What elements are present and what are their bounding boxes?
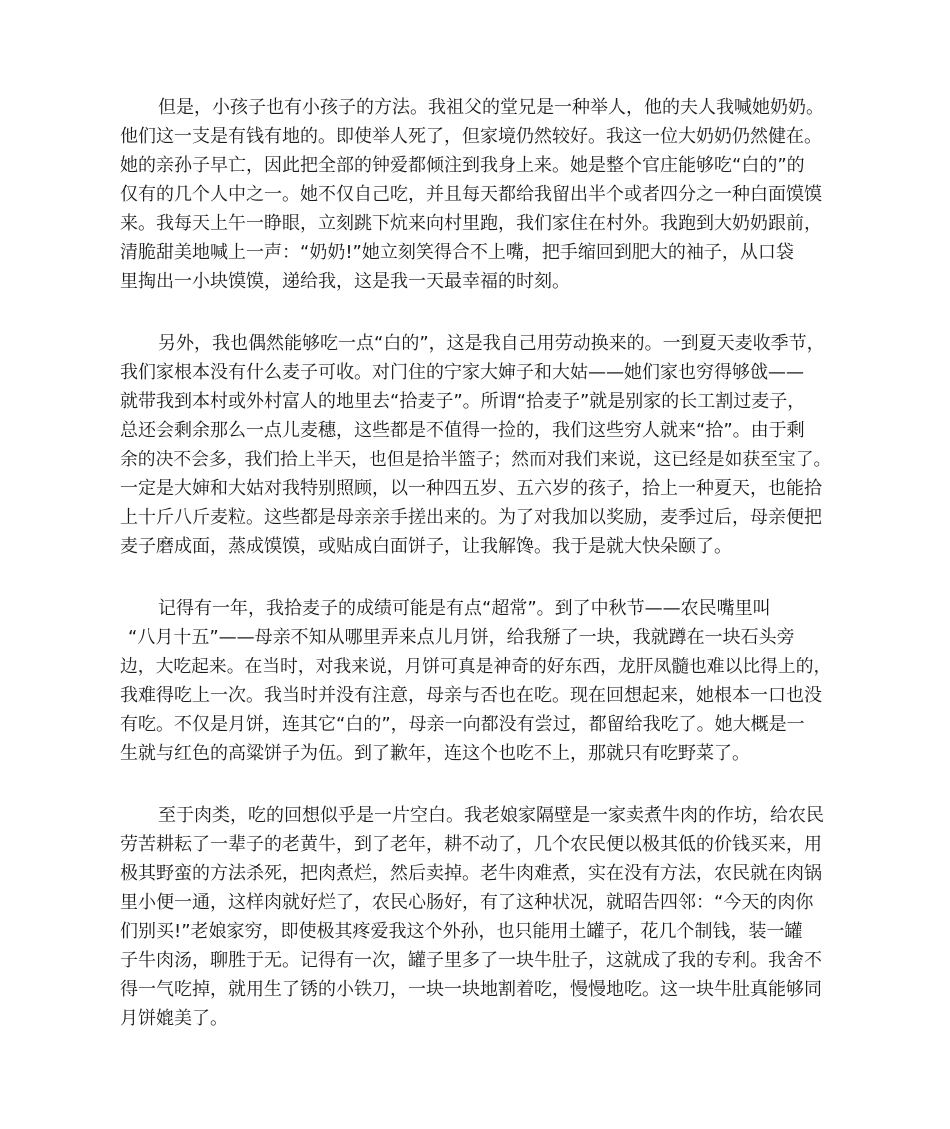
paragraph-line: 他们这一支是有钱有地的。即使举人死了，但家境仍然较好。我这一位大奶奶仍然健在。: [120, 126, 822, 147]
paragraph-line: 里掏出一小块馍馍，递给我，这是我一天最幸福的时刻。: [120, 271, 570, 292]
paragraph-line: 记得有一年，我拾麦子的成绩可能是有点“超常”。到了中秋节——农民嘴里叫: [158, 598, 771, 619]
paragraph-line: 总还会剩余那么一点儿麦穗，这些都是不值得一捡的，我们这些穷人就来“拾”。由于剩: [120, 420, 805, 441]
paragraph-line: 一定是大婶和大姑对我特别照顾，以一种四五岁、五六岁的孩子，拾上一种夏天，也能拾: [120, 478, 822, 499]
paragraph-line: 就带我到本村或外村富人的地里去“拾麦子”。所谓“拾麦子”就是别家的长工割过麦子，: [120, 391, 806, 412]
paragraph-line: 有吃。不仅是月饼，连其它“白的”，母亲一向都没有尝过，都留给我吃了。她大概是一: [120, 714, 805, 735]
paragraph-line: 得一气吃掉，就用生了锈的小铁刀，一块一块地割着吃，慢慢地吃。这一块牛肚真能够同: [120, 979, 822, 1000]
paragraph-line: 里小便一通，这样肉就好烂了，农民心肠好，有了这种状况，就昭告四邻：“今天的肉你: [120, 892, 814, 913]
paragraph-line: 生就与红色的高粱饼子为伍。到了歉年，连这个也吃不上，那就只有吃野菜了。: [120, 743, 750, 764]
paragraph-line: 但是，小孩子也有小孩子的方法。我祖父的堂兄是一种举人，他的夫人我喊她奶奶。: [158, 97, 824, 118]
paragraph-line: 我们家根本没有什么麦子可收。对门住的宁家大婶子和大姑——她们家也穷得够戗——: [120, 362, 804, 383]
paragraph-line: 月饼媲美了。: [120, 1008, 228, 1029]
paragraph-line: 至于肉类，吃的回想似乎是一片空白。我老娘家隔壁是一家卖煮牛肉的作坊，给农民: [158, 805, 824, 826]
paragraph-line: 仅有的几个人中之一。她不仅自己吃，并且每天都给我留出半个或者四分之一种白面馍馍: [120, 184, 822, 205]
paragraph-line: 她的亲孙子早亡，因此把全部的钟爱都倾注到我身上来。她是整个官庄能够吃“白的”的: [120, 155, 805, 176]
paragraph-line: “八月十五”——母亲不知从哪里弄来点儿月饼，给我掰了一块，我就蹲在一块石头旁: [128, 627, 795, 648]
paragraph-line: 另外，我也偶然能够吃一点“白的”，这是我自己用劳动换来的。一到夏天麦收季节，: [158, 333, 825, 354]
paragraph-line: 极其野蛮的方法杀死，把肉煮烂，然后卖掉。老牛肉难煮，实在没有方法，农民就在肉锅: [120, 863, 822, 884]
paragraph-line: 上十斤八斤麦粒。这些都是母亲亲手搓出来的。为了对我加以奖励，麦季过后，母亲便把: [120, 507, 822, 528]
paragraph-line: 麦子磨成面，蒸成馍馍，或贴成白面饼子，让我解馋。我于是就大快朵颐了。: [120, 536, 732, 557]
paragraph-line: 子牛肉汤，聊胜于无。记得有一次，罐子里多了一块牛肚子，这就成了我的专利。我舍不: [120, 950, 822, 971]
paragraph-line: 余的决不会多，我们拾上半天，也但是拾半篮子；然而对我们来说，这已经是如获至宝了。: [120, 449, 832, 470]
paragraph-line: 来。我每天上午一睁眼，立刻跳下炕来向村里跑，我们家住在村外。我跑到大奶奶跟前，: [120, 213, 822, 234]
paragraph-line: 们别买!”老娘家穷，即使极其疼爱我这个外孙，也只能用土罐子，花几个制钱，装一罐: [120, 921, 803, 942]
paragraph-line: 我难得吃上一次。我当时并没有注意，母亲与否也在吃。现在回想起来，她根本一口也没: [120, 685, 822, 706]
paragraph-line: 劳苦耕耘了一辈子的老黄牛，到了老年，耕不动了，几个农民便以极其低的价钱买来，用: [120, 834, 822, 855]
paragraph-line: 清脆甜美地喊上一声：“奶奶!”她立刻笑得合不上嘴，把手缩回到肥大的袖子，从口袋: [120, 242, 794, 263]
paragraph-line: 边，大吃起来。在当时，对我来说，月饼可真是神奇的好东西，龙肝凤髓也难以比得上的，: [120, 656, 832, 677]
